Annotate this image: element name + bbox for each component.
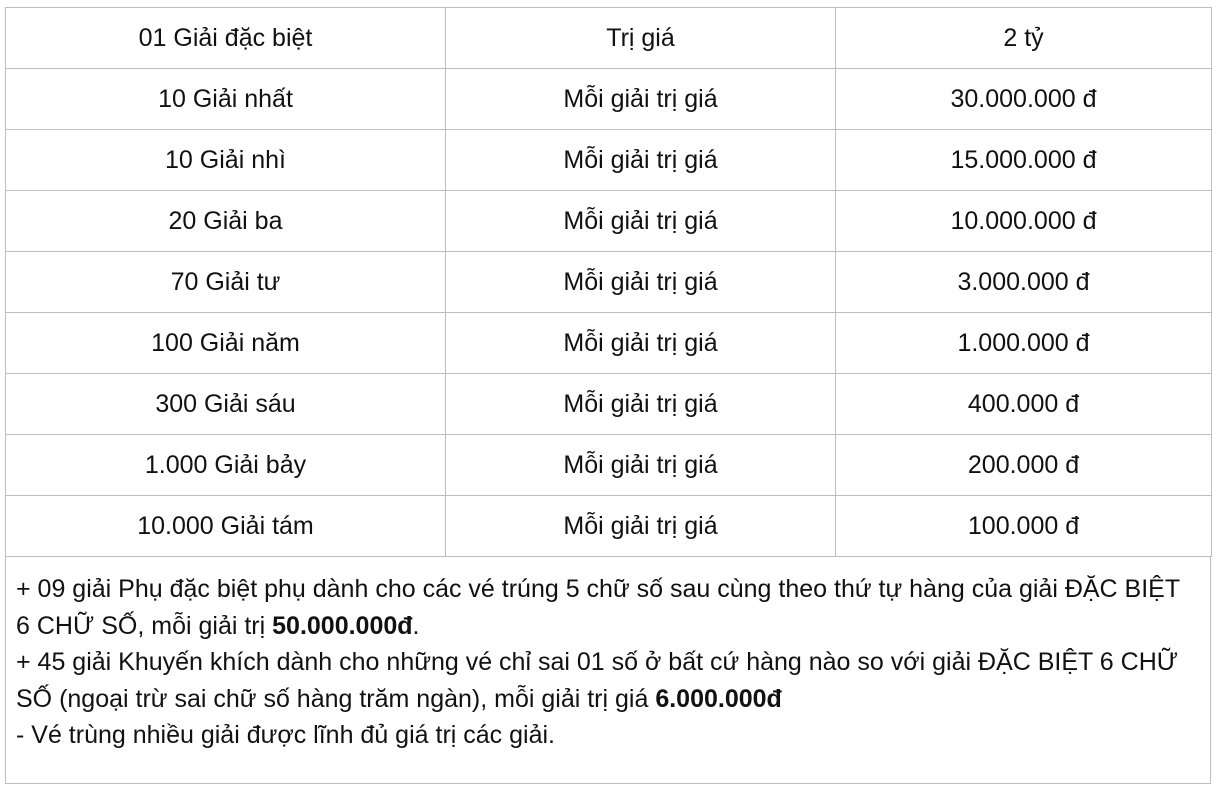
prize-label: Trị giá [446, 8, 836, 69]
note-consolation [16, 644, 1200, 717]
prize-label: Mỗi giải trị giá [446, 313, 836, 374]
prize-value: 100.000 đ [836, 496, 1212, 557]
prize-value: 3.000.000 đ [836, 252, 1212, 313]
prize-label: Mỗi giải trị giá [446, 130, 836, 191]
prize-name: 01 Giải đặc biệt [6, 8, 446, 69]
prize-value: 1.000.000 đ [836, 313, 1212, 374]
prize-label: Mỗi giải trị giá [446, 435, 836, 496]
note-text: + 45 giải Khuyến khích dành cho những vé chỉ sai 01 số ở bất cứ hàng nào so với giải ĐẶC BIỆT 6 CHỮ SỐ (ngoại trừ sai chữ số hàng trăm ngàn), mỗi giải trị giá [16, 648, 1179, 713]
prize-value: 15.000.000 đ [836, 130, 1212, 191]
prize-name: 10 Giải nhì [6, 130, 446, 191]
prize-name: 100 Giải năm [6, 313, 446, 374]
prize-value: 10.000.000 đ [836, 191, 1212, 252]
note-text: + 09 giải Phụ đặc biệt phụ dành cho các vé trúng 5 chữ số sau cùng theo thứ tự hàng của giải ĐẶC BIỆT 6 CHỮ SỐ, mỗi giải trị [16, 575, 1180, 640]
note-amount: 6.000.000đ [655, 684, 782, 713]
prize-label: Mỗi giải trị giá [446, 252, 836, 313]
prize-value: 30.000.000 đ [836, 69, 1212, 130]
table-row [6, 69, 1212, 130]
note-special-secondary [16, 571, 1200, 644]
table-row [6, 374, 1212, 435]
prize-label: Mỗi giải trị giá [446, 191, 836, 252]
note-text: - Vé trùng nhiều giải được lĩnh đủ giá trị các giải. [16, 721, 555, 749]
prize-name: 10 Giải nhất [6, 69, 446, 130]
note-amount: 50.000.000đ [272, 611, 413, 640]
prize-name: 10.000 Giải tám [6, 496, 446, 557]
table-row [6, 130, 1212, 191]
prize-label: Mỗi giải trị giá [446, 496, 836, 557]
prize-name: 1.000 Giải bảy [6, 435, 446, 496]
prize-name: 300 Giải sáu [6, 374, 446, 435]
prize-table [5, 7, 1212, 557]
note-multiple-wins [16, 717, 1200, 754]
prize-label: Mỗi giải trị giá [446, 374, 836, 435]
prize-structure [5, 7, 1211, 784]
prize-value: 2 tỷ [836, 8, 1212, 69]
table-row [6, 252, 1212, 313]
prize-name: 20 Giải ba [6, 191, 446, 252]
prize-label: Mỗi giải trị giá [446, 69, 836, 130]
table-row [6, 313, 1212, 374]
table-row [6, 8, 1212, 69]
prize-value: 400.000 đ [836, 374, 1212, 435]
prize-value: 200.000 đ [836, 435, 1212, 496]
prize-name: 70 Giải tư [6, 252, 446, 313]
table-row [6, 191, 1212, 252]
table-row [6, 496, 1212, 557]
note-punctuation: . [412, 611, 420, 640]
prize-notes [5, 557, 1211, 784]
table-row [6, 435, 1212, 496]
